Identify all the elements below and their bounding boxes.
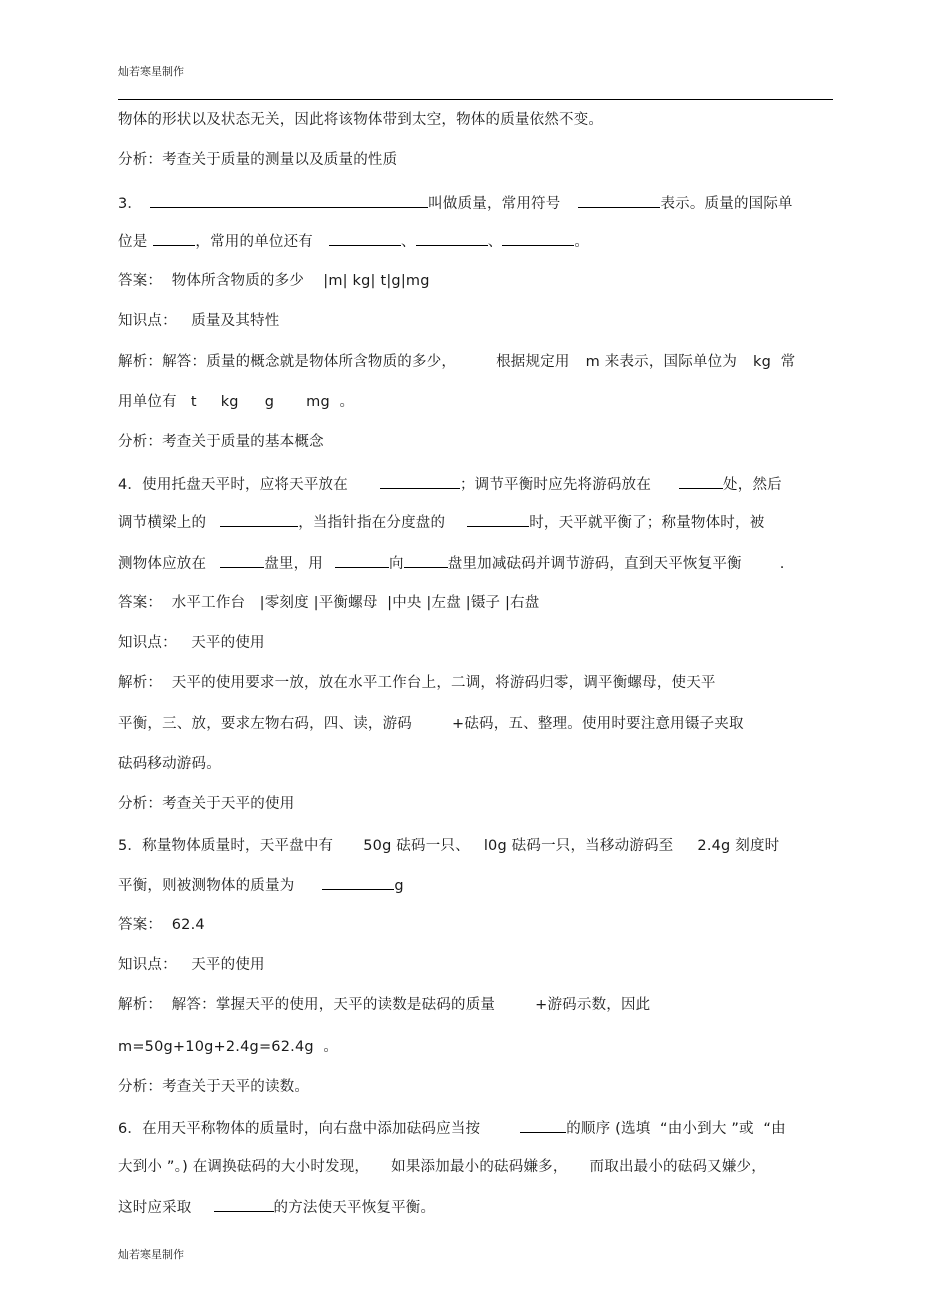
explanation-line: 用单位有 t kg g mg 。 (118, 394, 355, 410)
question-6-line-1: 6．在用天平称物体的质量时，向右盘中添加砝码应当按 的顺序 (选填 “由小到大 ”或 “由 (118, 1118, 786, 1139)
answer-blank (404, 553, 448, 568)
answer-blank (502, 231, 574, 246)
answer-blank (416, 231, 488, 246)
answer-blank (220, 512, 298, 527)
question-4-line-3: 测物体应放在 盘里，用 向 盘里加减砝码并调节游码，直到天平恢复平衡 . (118, 553, 785, 574)
question-3-line-1: 3． 叫做质量，常用符号 表示。质量的国际单 (118, 193, 793, 214)
answer-line: 答案： 物体所含物质的多少 |m| kg| t|g|mg (118, 273, 430, 289)
text-line: 物体的形状以及状态无关，因此将该物体带到太空，物体的质量依然不变。 (118, 112, 604, 128)
answer-line: 答案： 水平工作台 |零刻度 |平衡螺母 |中央 |左盘 |镊子 |右盘 (118, 595, 540, 611)
answer-blank (150, 193, 428, 208)
question-4-line-1: 4．使用托盘天平时，应将天平放在 ；调节平衡时应先将游码放在 处，然后 (118, 474, 782, 495)
answer-blank (220, 553, 264, 568)
analysis-line: 分析：考查关于天平的读数。 (118, 1079, 310, 1095)
question-3-line-2: 位是 ，常用的单位还有 、 、 。 (118, 231, 589, 252)
question-5-line-1: 5．称量物体质量时，天平盘中有 50g 砝码一只、 l0g 砝码一只，当移动游码至 2.4g 刻度时 (118, 838, 780, 854)
answer-blank (214, 1197, 274, 1212)
knowledge-point-line: 知识点： 天平的使用 (118, 957, 265, 973)
answer-blank (322, 875, 394, 890)
page-footer-author: 灿若寒星制作 (118, 1248, 184, 1261)
explanation-line: 解析：解答：质量的概念就是物体所含物质的多少， 根据规定用 m 来表示，国际单位为 kg 常 (118, 354, 796, 370)
question-number: 3． (118, 196, 143, 212)
answer-blank (329, 231, 401, 246)
question-6-line-2: 大到小 ”。) 在调换砝码的大小时发现， 如果添加最小的砝码嫌多， 而取出最小的砝码又嫌少， (118, 1159, 766, 1175)
explanation-line: 砝码移动游码。 (118, 756, 221, 772)
answer-blank (578, 193, 660, 208)
analysis-line: 分析：考查关于天平的使用 (118, 796, 295, 812)
knowledge-point-line: 知识点： 天平的使用 (118, 635, 265, 651)
answer-blank (380, 474, 460, 489)
text-line: 分析：考查关于质量的测量以及质量的性质 (118, 152, 398, 168)
answer-blank (520, 1118, 566, 1133)
answer-blank (335, 553, 389, 568)
explanation-line: 解析： 解答：掌握天平的使用，天平的读数是砝码的质量 +游码示数，因此 (118, 997, 651, 1013)
knowledge-point-line: 知识点： 质量及其特性 (118, 313, 280, 329)
answer-blank (467, 512, 529, 527)
question-6-line-3: 这时应采取 的方法使天平恢复平衡。 (118, 1197, 435, 1218)
answer-blank (153, 231, 195, 246)
page-header-author: 灿若寒星制作 (118, 65, 184, 78)
explanation-line: 解析： 天平的使用要求一放，放在水平工作台上，二调，将游码归零，调平衡螺母，使天平 (118, 675, 716, 691)
explanation-line: 平衡，三、放，要求左物右码，四、读，游码 +砝码，五、整理。使用时要注意用镊子夹取 (118, 716, 744, 732)
question-5-line-2: 平衡，则被测物体的质量为 g (118, 875, 404, 896)
analysis-line: 分析：考查关于质量的基本概念 (118, 434, 324, 450)
header-divider (118, 99, 833, 100)
answer-line: 答案： 62.4 (118, 917, 205, 933)
answer-blank (679, 474, 723, 489)
explanation-line: m=50g+10g+2.4g=62.4g 。 (118, 1039, 339, 1055)
question-4-line-2: 调节横梁上的 ，当指针指在分度盘的 时，天平就平衡了；称量物体时，被 (118, 512, 764, 533)
